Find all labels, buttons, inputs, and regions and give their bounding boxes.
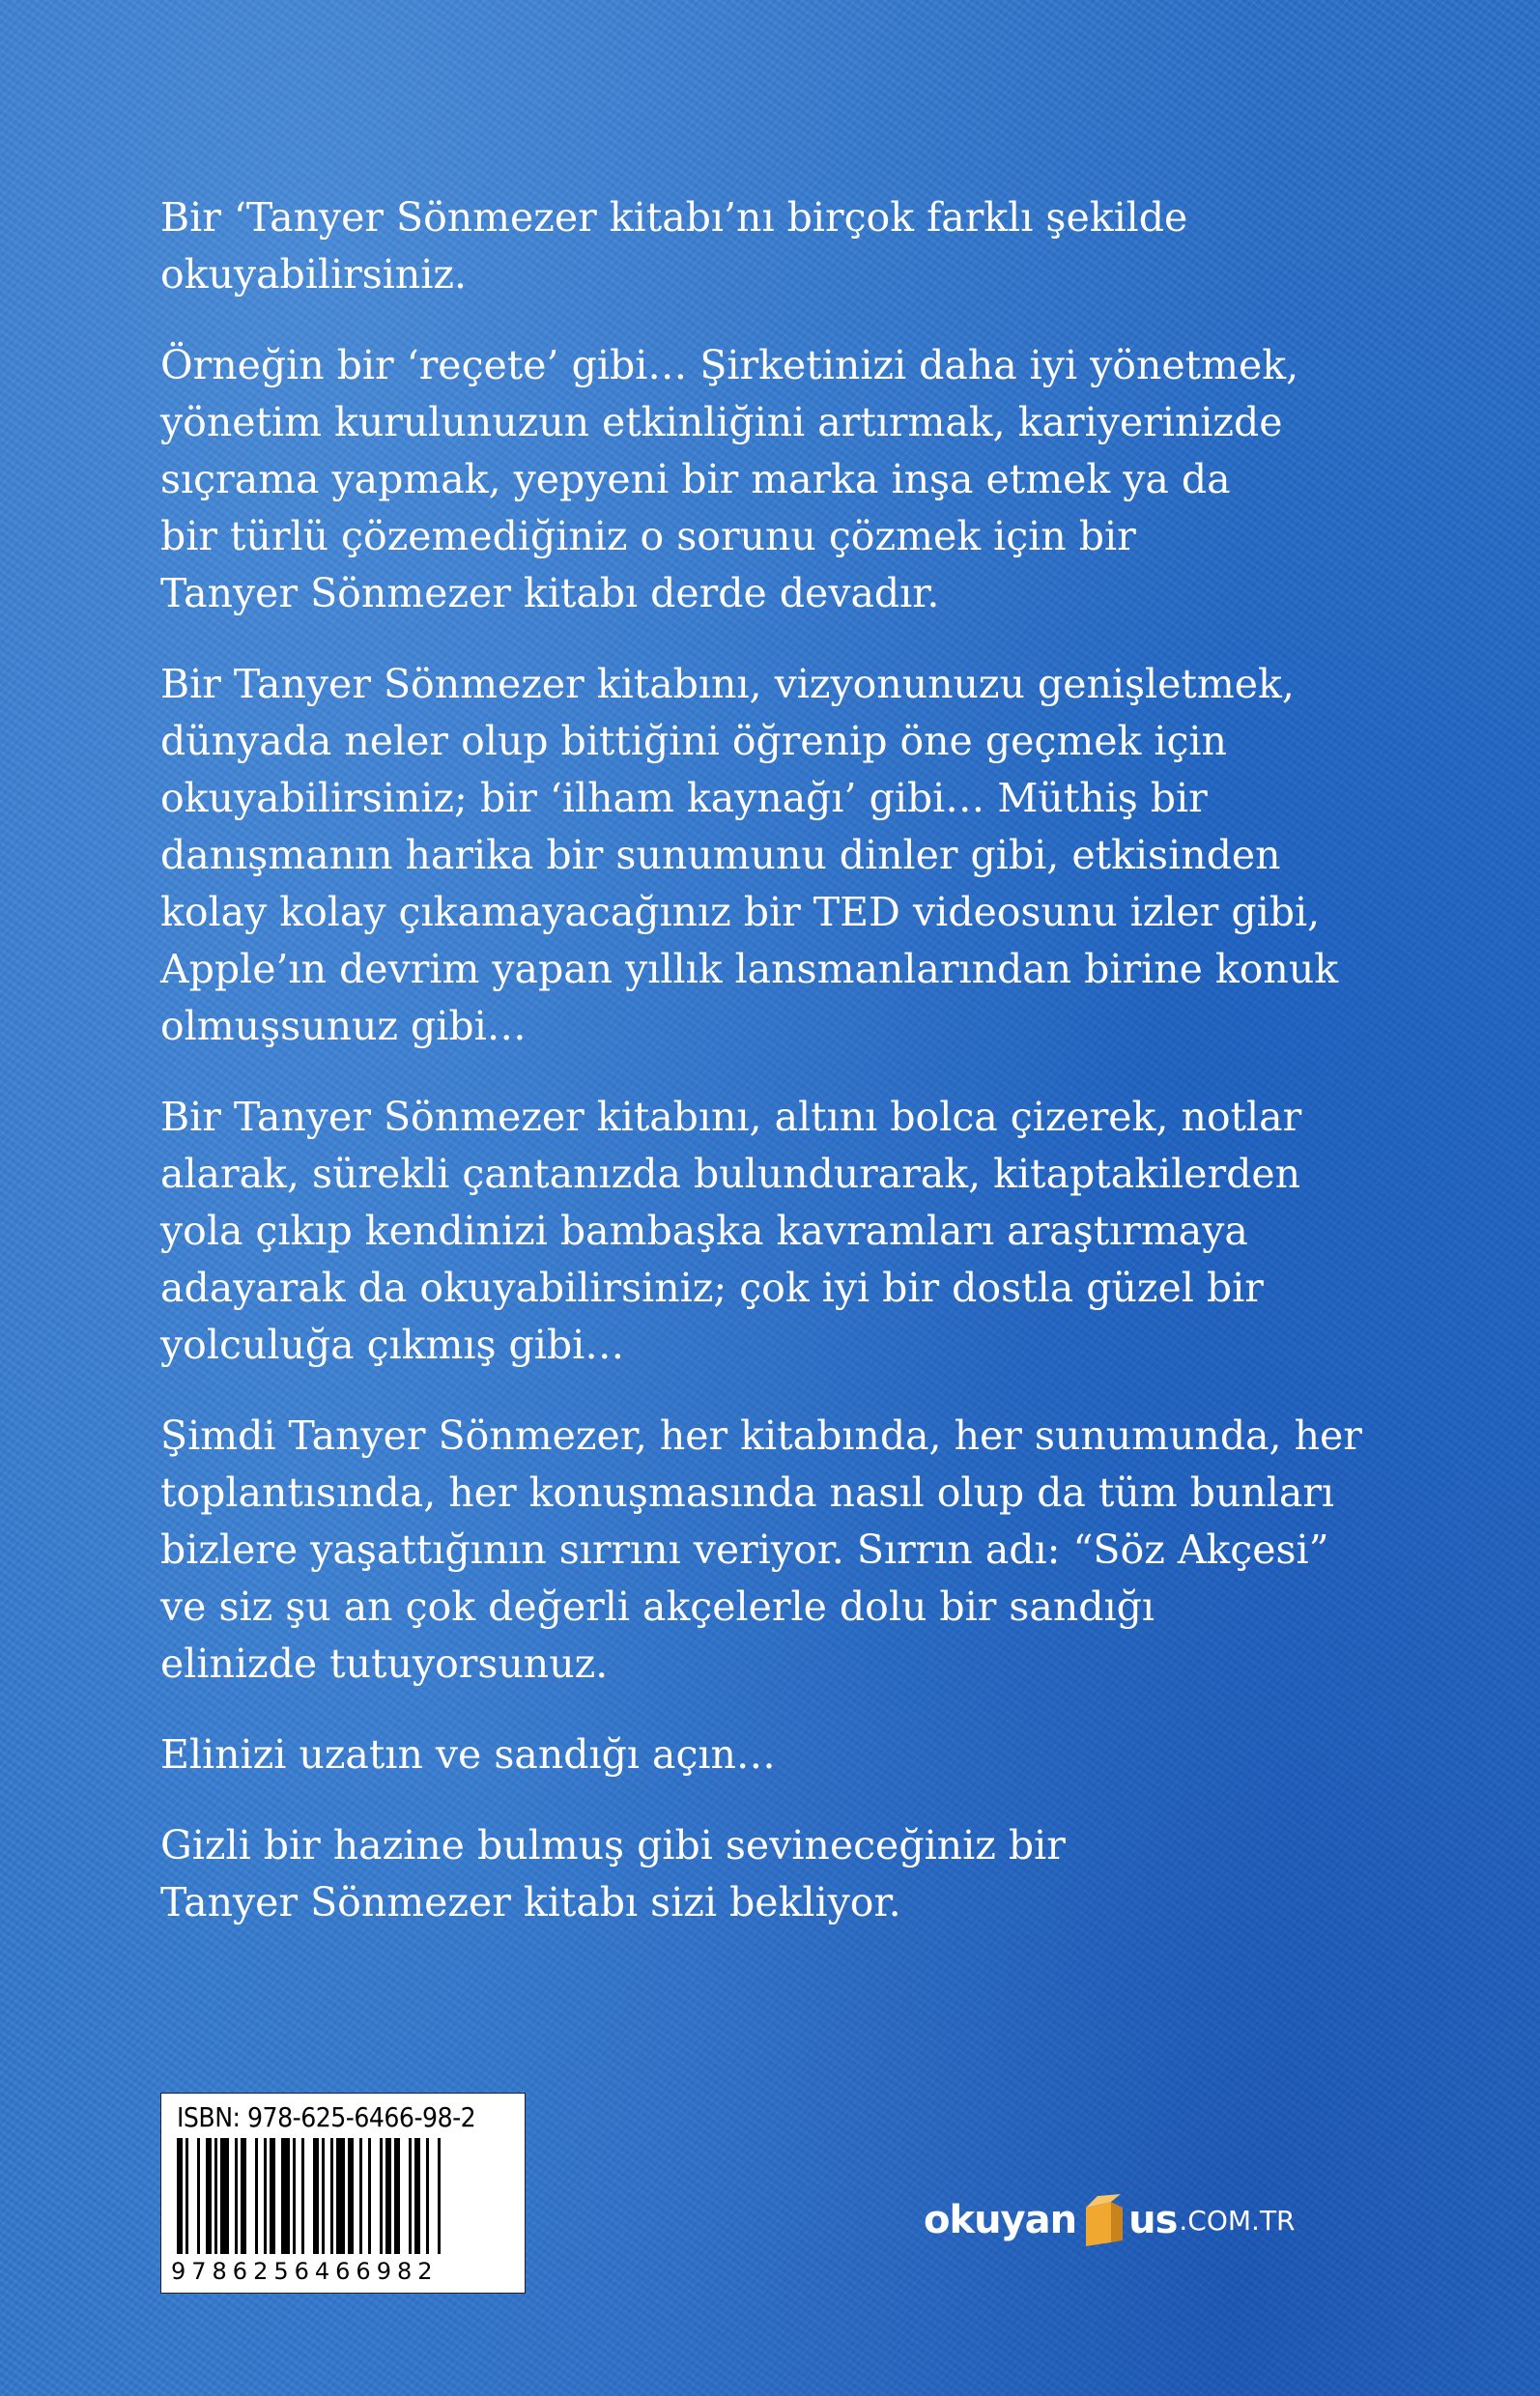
back-cover-text xyxy=(160,189,1416,1965)
barcode-bar xyxy=(359,2138,362,2254)
barcode-bar xyxy=(414,2138,420,2254)
barcode-bar xyxy=(336,2138,345,2254)
barcode-bars xyxy=(175,2138,511,2258)
barcode-bar xyxy=(281,2138,290,2254)
barcode-bar xyxy=(301,2138,304,2254)
logo-domain: .COM.TR xyxy=(1179,2204,1296,2237)
paragraph-2: Örneğin bir ‘reçete’ gibi… Şirketinizi daha iyi yönetmek, yönetim kurulunuzun etkinliğini artırmak, kariyerinizde sıçrama yapmak, yepyeni bir marka inşa etmek ya da bir türlü çözemediğiniz o sorunu çözmek için bir Tanyer Sönmezer kitabı derde devadır. xyxy=(160,342,1299,616)
barcode-bar xyxy=(214,2138,217,2254)
open-box-icon xyxy=(1082,2194,1125,2246)
barcode-bar xyxy=(241,2138,246,2254)
barcode-bar xyxy=(322,2138,325,2254)
barcode-bar xyxy=(426,2138,429,2254)
isbn-barcode xyxy=(160,2093,526,2294)
barcode-bar xyxy=(293,2138,296,2254)
barcode-bar xyxy=(264,2138,267,2254)
barcode-bar xyxy=(380,2138,383,2254)
barcode-bar xyxy=(394,2138,400,2254)
barcode-bar xyxy=(235,2138,238,2254)
barcode-bar xyxy=(313,2138,319,2254)
logo-wordmark: okuyan xyxy=(924,2198,1077,2242)
barcode-bar xyxy=(177,2138,183,2254)
barcode-bar xyxy=(348,2138,354,2254)
barcode-digits: 9786256466982 xyxy=(171,2258,439,2285)
barcode-bar xyxy=(255,2138,258,2254)
paragraph-4: Bir Tanyer Sönmezer kitabını, altını bolca çizerek, notlar alarak, sürekli çantanızda bulundurarak, kitaptakilerden yola çıkıp kendinizi bambaşka kavramları araştırmaya adayarak da okuyabilirsiniz; çok iyi bir dostla güzel bir yolculuğa çıkmış gibi… xyxy=(160,1094,1302,1368)
barcode-bar xyxy=(206,2138,212,2254)
barcode-bar xyxy=(385,2138,391,2254)
barcode-bar xyxy=(185,2138,188,2254)
isbn-label: ISBN: 978-625-6466-98-2 xyxy=(177,2101,476,2133)
barcode-bar xyxy=(438,2138,441,2254)
paragraph-3: Bir Tanyer Sönmezer kitabını, vizyonunuzu genişletmek, dünyada neler olup bittiğini öğrenip öne geçmek için okuyabilirsiniz; bir ‘ilham kaynağı’ gibi… Müthiş bir danışmanın harika bir sunumunu dinler gibi, etkisinden kolay kolay çıkamayacağınız bir TED videosunu izler gibi, Apple’ın devrim yapan yıllık lansmanlarından birine konuk olmuşsunuz gibi… xyxy=(160,661,1339,1049)
paragraph-7: Gizli bir hazine bulmuş gibi sevineceğiniz bir Tanyer Sönmezer kitabı sizi bekliyor. xyxy=(160,1822,1066,1925)
barcode-bar xyxy=(368,2138,371,2254)
paragraph-5: Şimdi Tanyer Sönmezer, her kitabında, her sunumunda, her toplantısında, her konuşmasında nasıl olup da tüm bunları bizlere yaşattığının sırrını veriyor. Sırrın adı: “Söz Akçesi” ve siz şu an çok değerli akçelerle dolu bir sandığı elinizde tutuyorsunuz. xyxy=(160,1412,1362,1687)
barcode-bar xyxy=(220,2138,229,2254)
logo-us: us xyxy=(1128,2198,1178,2242)
barcode-bar xyxy=(270,2138,275,2254)
paragraph-6: Elinizi uzatın ve sandığı açın… xyxy=(160,1731,776,1778)
barcode-bar xyxy=(330,2138,333,2254)
barcode-bar xyxy=(197,2138,200,2254)
paragraph-1: Bir ‘Tanyer Sönmezer kitabı’nı birçok farklı şekilde okuyabilirsiniz. xyxy=(160,194,1188,298)
barcode-bar xyxy=(409,2138,412,2254)
publisher-logo xyxy=(924,2191,1296,2249)
